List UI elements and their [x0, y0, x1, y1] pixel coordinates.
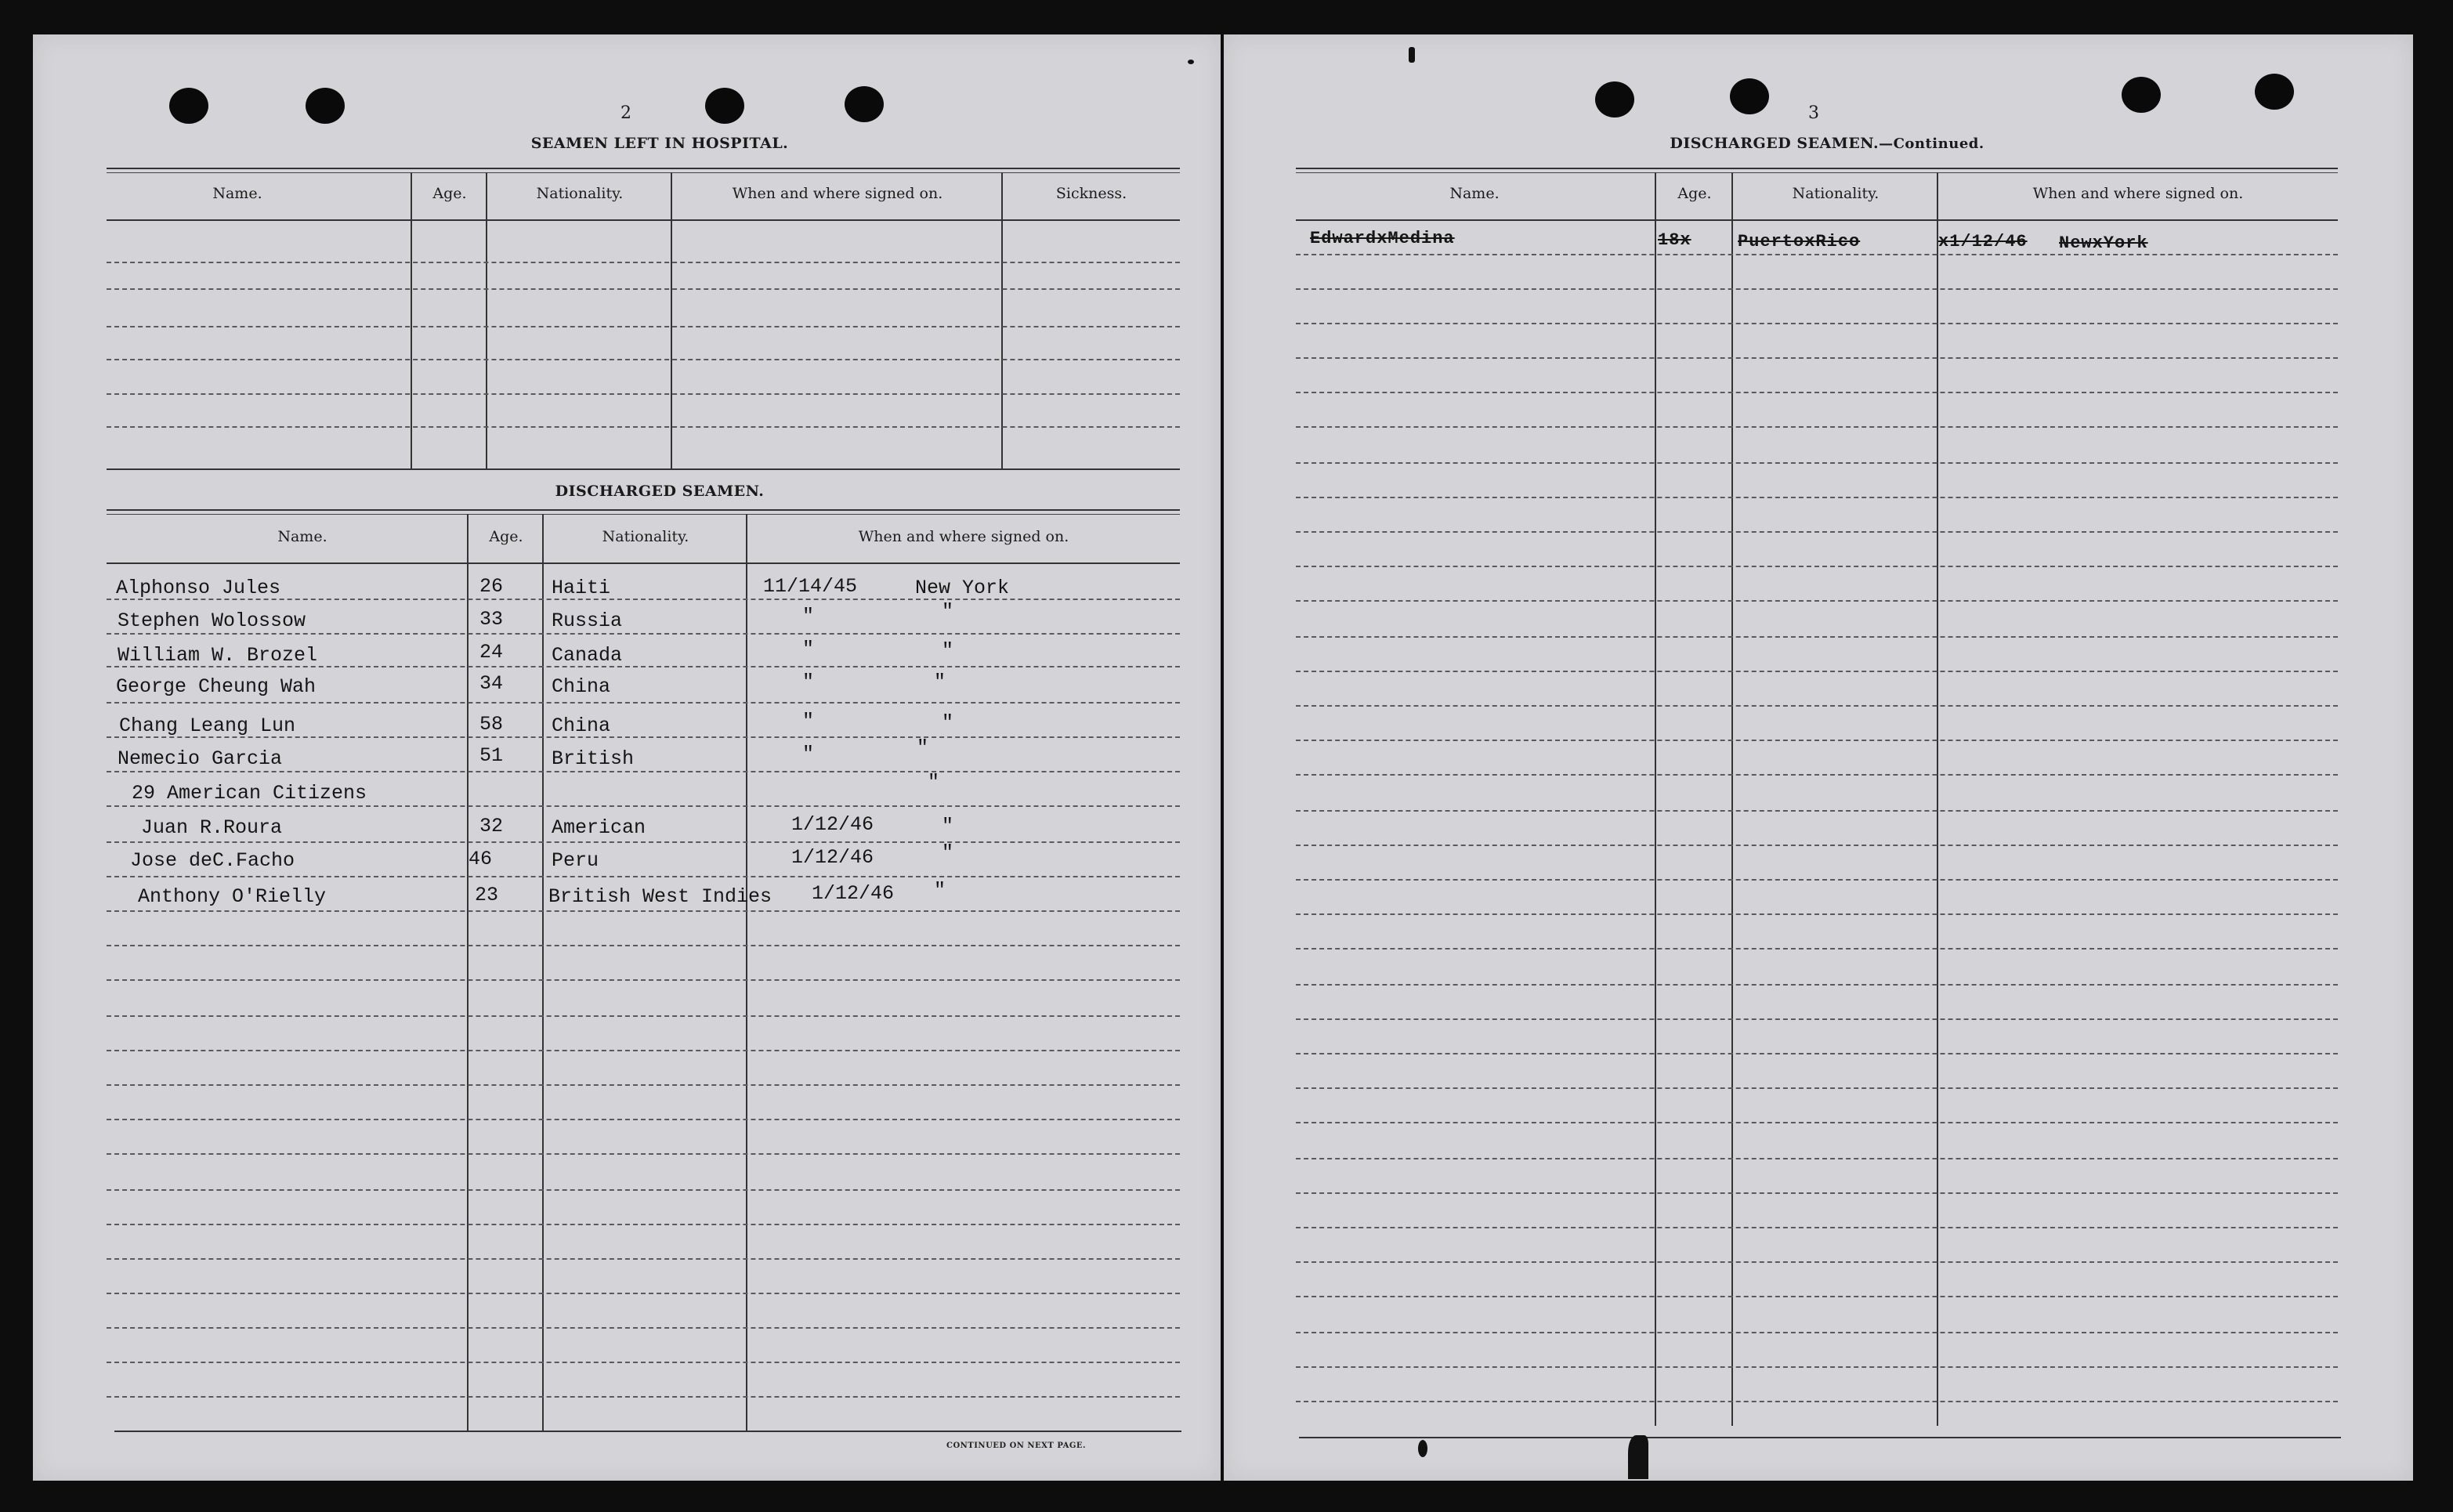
row-nationality: China	[552, 714, 611, 737]
row-when: "	[802, 710, 815, 732]
hospital-col-when-where: When and where signed on.	[732, 185, 943, 202]
punch-hole-icon	[306, 88, 345, 124]
punch-hole-icon	[2255, 74, 2294, 110]
row-nationality: Haiti	[552, 577, 611, 599]
punch-hole-icon	[2122, 77, 2161, 113]
row-age: 51	[479, 744, 504, 767]
row-name: Alphonso Jules	[116, 577, 281, 599]
row-where: "	[934, 879, 946, 902]
punch-hole-icon	[845, 86, 884, 122]
row-name: Stephen Wolossow	[118, 610, 306, 632]
row-name: William W. Brozel	[118, 644, 318, 667]
row-age: 34	[479, 672, 504, 695]
row-age: 46	[469, 848, 493, 870]
row-where: "	[917, 736, 929, 759]
row-age: 58	[479, 713, 504, 736]
row-age: 26	[479, 575, 504, 598]
row-where: "	[942, 841, 954, 864]
row-nationality: British	[552, 747, 635, 770]
continued-note: CONTINUED ON NEXT PAGE.	[946, 1441, 1087, 1450]
row-when: "	[802, 605, 815, 628]
row-when: 1/12/46	[791, 813, 874, 836]
page-number: 2	[620, 103, 631, 123]
punch-hole-icon	[1730, 78, 1769, 114]
struck-age: 18x	[1658, 230, 1691, 250]
right-col-when-where: When and where signed on.	[2032, 185, 2244, 202]
row-when: "	[802, 743, 815, 765]
page-number: 3	[1808, 103, 1819, 123]
discharged-col-nationality: Nationality.	[602, 528, 689, 545]
right-page	[1224, 34, 2413, 1481]
row-where: "	[942, 600, 954, 623]
row-where: "	[928, 771, 940, 794]
row-nationality: Russia	[552, 610, 623, 632]
scan-speck-icon	[1188, 60, 1194, 64]
scan-speck-icon	[1409, 47, 1415, 63]
row-name: Chang Leang Lun	[119, 714, 296, 737]
discharged-continued-title	[1568, 135, 2086, 152]
struck-where: NewxYork	[2059, 233, 2148, 253]
row-where: "	[942, 711, 954, 734]
punch-hole-icon	[1595, 81, 1634, 118]
row-age: 33	[479, 608, 504, 631]
left-page	[33, 34, 1221, 1481]
discharged-continued-title-main: DISCHARGED SEAMEN.	[1670, 135, 1880, 152]
row-nationality: American	[552, 816, 646, 839]
discharged-section-title: DISCHARGED SEAMEN.	[555, 483, 765, 500]
row-name: Jose deC.Facho	[130, 849, 295, 872]
hospital-col-sickness: Sickness.	[1055, 185, 1127, 202]
row-nationality: China	[552, 675, 611, 698]
row-name: Nemecio Garcia	[118, 747, 283, 770]
hospital-section-title: SEAMEN LEFT IN HOSPITAL.	[530, 135, 789, 152]
row-nationality: Canada	[552, 644, 623, 667]
discharged-col-when-where: When and where signed on.	[858, 528, 1069, 545]
row-age: 24	[479, 641, 504, 664]
row-where: "	[942, 815, 954, 837]
row-age: 32	[479, 815, 504, 837]
struck-when: x1/12/46	[1938, 232, 2028, 251]
struck-name: EdwardxMedina	[1310, 229, 1455, 248]
punch-hole-icon	[169, 88, 208, 124]
row-age: 23	[475, 884, 499, 906]
row-when: "	[802, 671, 815, 693]
discharged-col-name: Name.	[277, 528, 327, 545]
scan-speck-icon	[1418, 1440, 1427, 1457]
hospital-col-name: Name.	[212, 185, 262, 202]
row-when: 1/12/46	[791, 846, 874, 869]
right-col-nationality: Nationality.	[1792, 185, 1880, 202]
row-name: Juan R.Roura	[141, 816, 283, 839]
hospital-col-age: Age.	[432, 185, 467, 202]
row-where: New York	[915, 577, 1010, 599]
right-col-age: Age.	[1677, 185, 1712, 202]
row-when: 11/14/45	[763, 575, 858, 598]
row-when: 1/12/46	[812, 882, 895, 905]
discharged-continued-title-suffix: —Continued.	[1879, 136, 1984, 152]
scan-speck-icon	[1628, 1435, 1648, 1479]
punch-hole-icon	[705, 88, 744, 124]
discharged-col-age: Age.	[489, 528, 523, 545]
row-where: "	[942, 639, 954, 662]
hospital-col-nationality: Nationality.	[536, 185, 624, 202]
row-name: 29 American Citizens	[132, 782, 367, 805]
row-nationality: Peru	[552, 849, 599, 872]
row-where: "	[934, 671, 946, 693]
row-nationality: British West Indies	[548, 885, 772, 908]
row-name: Anthony O'Rielly	[138, 885, 327, 908]
right-col-name: Name.	[1449, 185, 1500, 202]
row-name: George Cheung Wah	[116, 675, 317, 698]
row-when: "	[802, 638, 815, 660]
struck-nationality: PuertoxRico	[1738, 232, 1861, 251]
